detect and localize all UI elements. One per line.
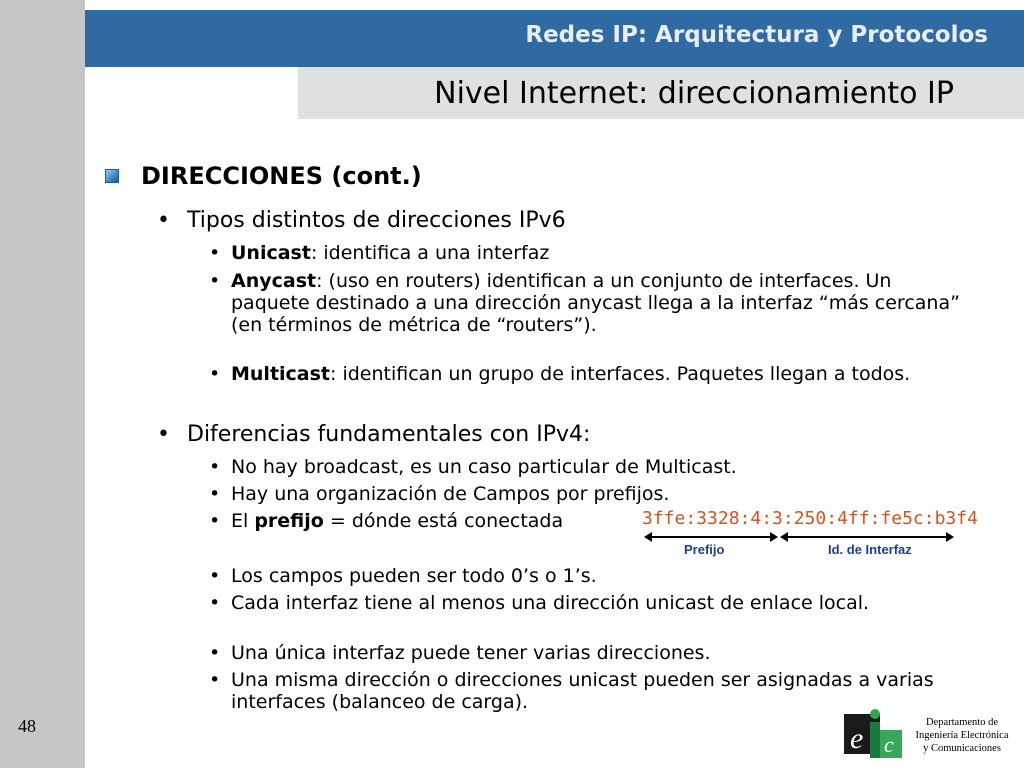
- bullet-dot-icon: •: [209, 642, 221, 664]
- list-item-text: Una misma dirección o direcciones unicast pueden ser asignadas a varias interfaces (balanceo de carga).: [231, 669, 934, 713]
- term-anycast: Anycast: [231, 270, 317, 292]
- term-unicast: Unicast: [231, 242, 311, 264]
- bullet-dot-icon: •: [209, 270, 221, 292]
- ipv6-address-figure: [640, 508, 978, 560]
- ipv6-address: 3ffe:3328:4:3:250:4ff:fe5c:b3f4: [642, 508, 978, 529]
- bullet-dot-icon: •: [209, 592, 221, 614]
- bullet-dot-icon: •: [157, 422, 170, 447]
- prefix-label: Prefijo: [684, 542, 725, 557]
- desc-anycast: : (uso en routers) identifican a un conjunto de interfaces. Un paquete destinado a una dirección anycast llega a la interfaz “más cercana” (en términos de métrica de “routers”).: [231, 270, 960, 336]
- department-name: [906, 716, 1018, 755]
- section-title: DIRECCIONES (cont.): [141, 162, 422, 190]
- bullet-dot-icon: •: [209, 242, 221, 264]
- svg-text:e: e: [850, 722, 864, 755]
- bullet-dot-icon: •: [209, 456, 221, 478]
- bullet-text: Diferencias fundamentales con IPv4:: [187, 422, 591, 447]
- term-prefijo: prefijo: [254, 510, 324, 532]
- bullet-dot-icon: •: [209, 363, 221, 385]
- bullet-dot-icon: •: [209, 565, 221, 587]
- desc-multicast: : identifican un grupo de interfaces. Paquetes llegan a todos.: [330, 363, 911, 385]
- course-title: Redes IP: Arquitectura y Protocolos: [525, 22, 988, 48]
- list-item-text: Hay una organización de Campos por prefijos.: [231, 483, 670, 505]
- prefix-before: El: [231, 510, 255, 532]
- dept-line-3: y Comunicaciones: [923, 743, 1001, 754]
- bullet-dot-icon: •: [157, 208, 170, 233]
- interface-id-label: Id. de Interfaz: [828, 542, 912, 557]
- bullet-dot-icon: •: [209, 483, 221, 505]
- slide-title: Nivel Internet: direccionamiento IP: [434, 76, 954, 111]
- list-item-text: Cada interfaz tiene al menos una dirección unicast de enlace local.: [231, 592, 870, 614]
- bullet-dot-icon: •: [209, 669, 221, 691]
- list-item-text: Una única interfaz puede tener varias direcciones.: [231, 642, 711, 664]
- dept-line-1: Departamento de: [925, 717, 998, 728]
- list-item-text: Los campos pueden ser todo 0’s o 1’s.: [231, 565, 597, 587]
- department-logo: [842, 706, 906, 762]
- prefix-after: = dónde está conectada: [323, 510, 564, 532]
- list-item-text: No hay broadcast, es un caso particular de Multicast.: [231, 456, 737, 478]
- dept-line-2: Ingeniería Electrónica: [915, 730, 1009, 741]
- section-heading: [105, 162, 422, 190]
- term-multicast: Multicast: [231, 363, 331, 385]
- bullet-dot-icon: •: [209, 510, 221, 532]
- svg-text:c: c: [884, 732, 894, 757]
- square-bullet-icon: [105, 169, 119, 183]
- bullet-text: Tipos distintos de direcciones IPv6: [187, 208, 566, 233]
- desc-unicast: : identifica a una interfaz: [310, 242, 550, 264]
- page-number: 48: [18, 716, 36, 736]
- left-sidebar-bar: [0, 0, 85, 768]
